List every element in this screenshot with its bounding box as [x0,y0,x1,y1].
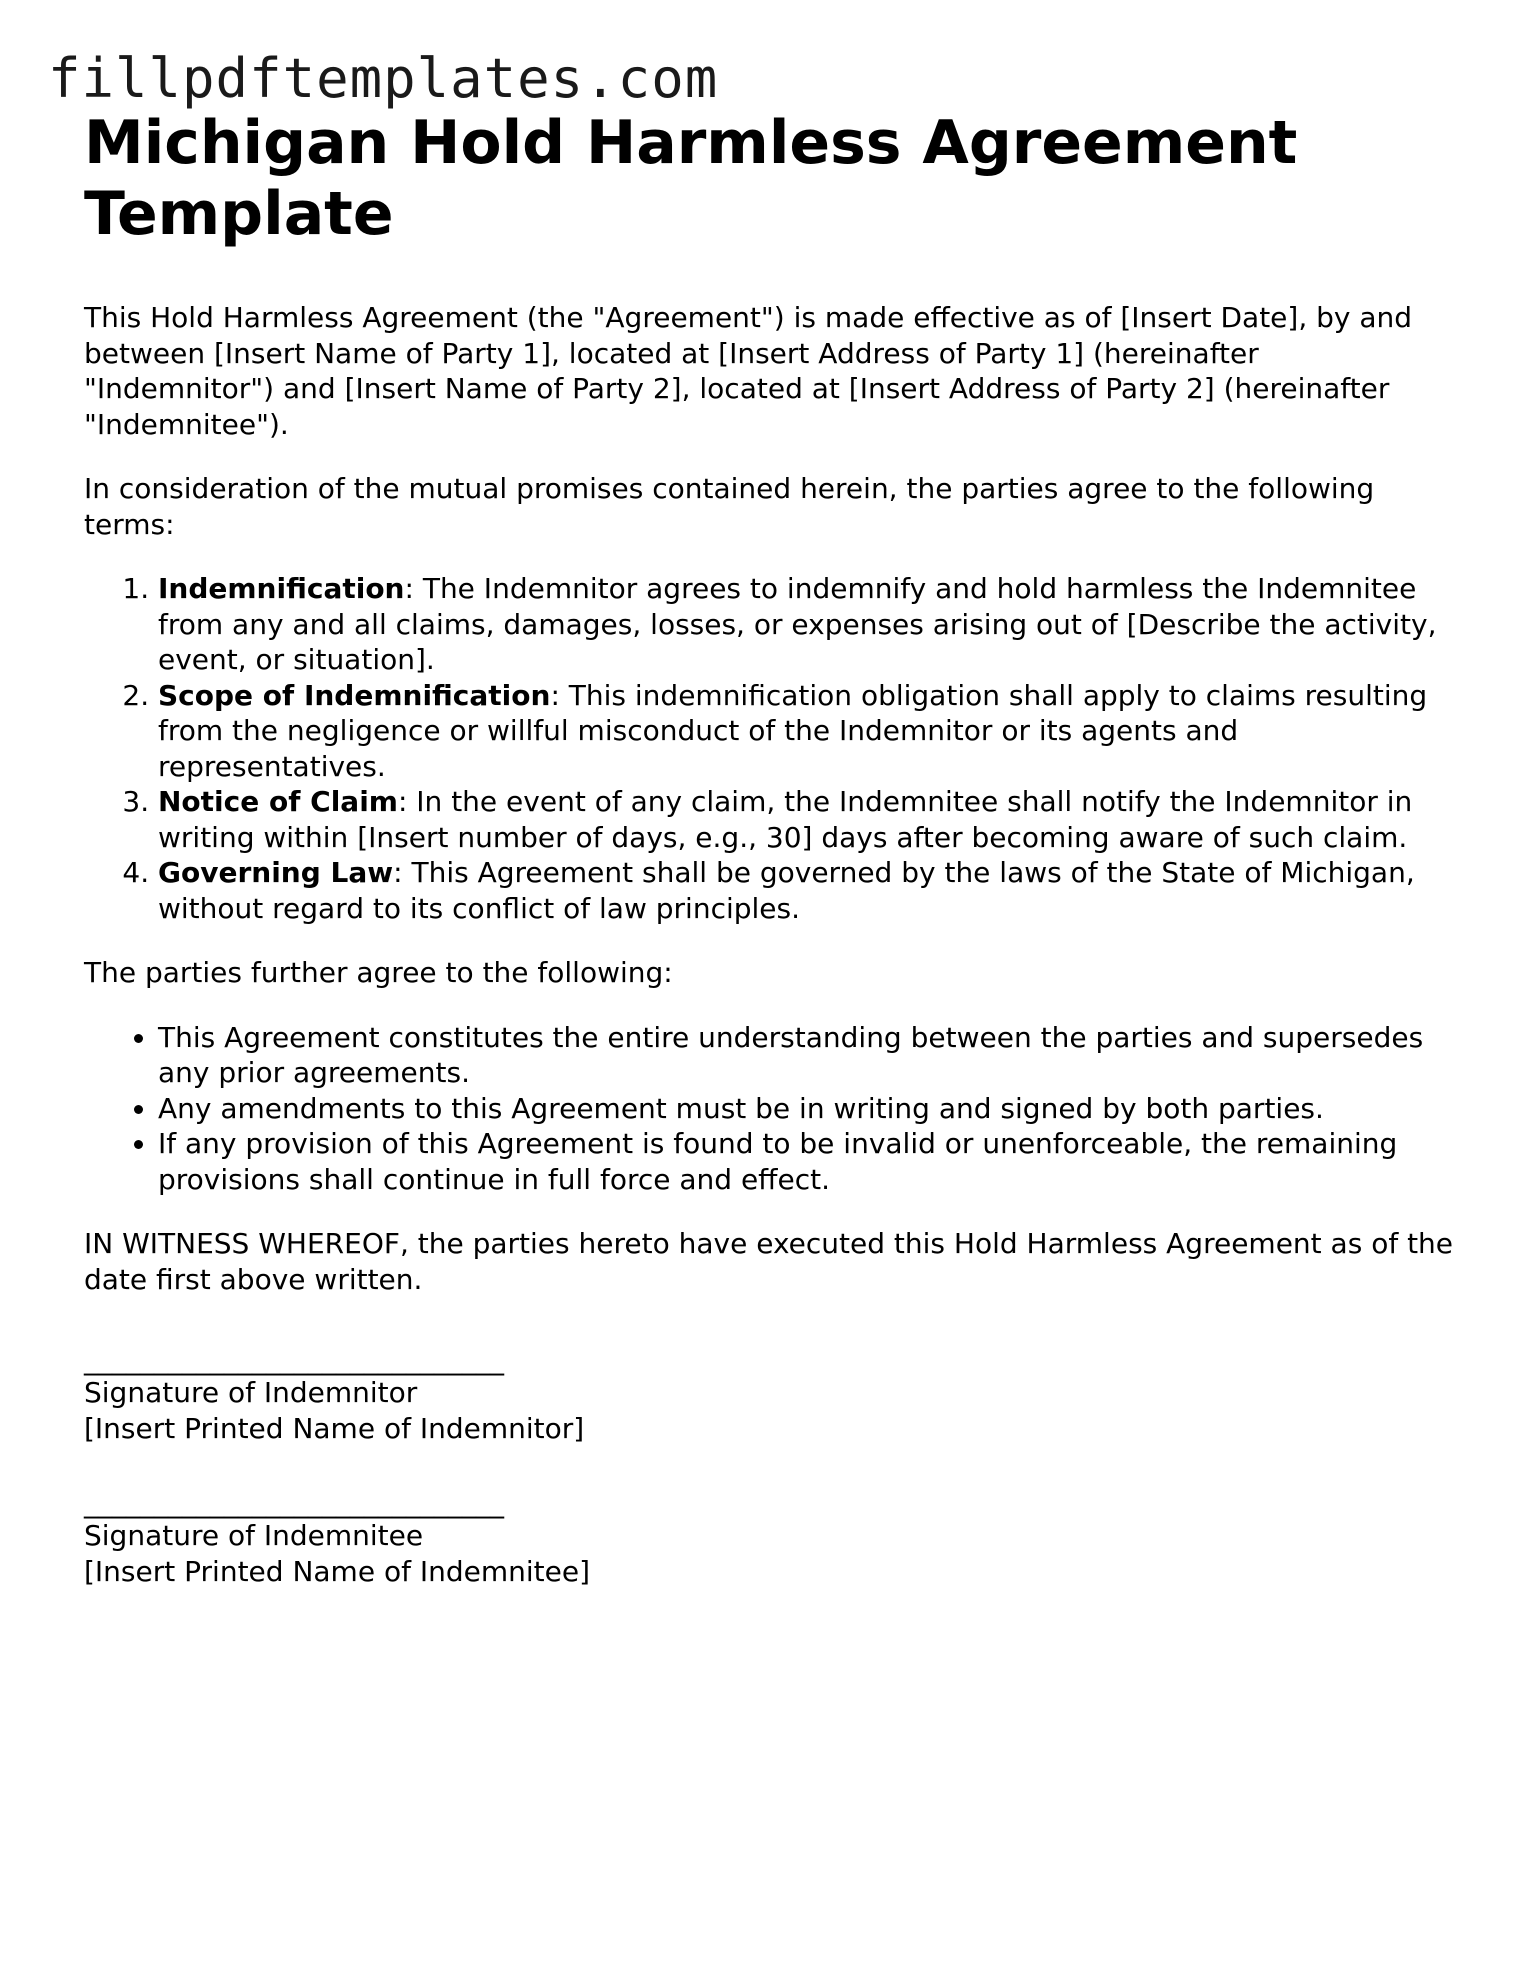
term-item [158,855,1454,926]
signature-label: Signature of Indemnitor [84,1376,418,1409]
term-item [158,784,1454,855]
document-body [84,108,1454,1589]
term-text: : This indemnification obligation shall apply to claims resulting from the negligence or willful misconduct of the Indemnitor or its agents and representatives. [158,678,1428,783]
consideration-paragraph: In consideration of the mutual promises contained herein, the parties agree to the following terms: [84,472,1375,541]
term-text: : The Indemnitor agrees to indemnify and hold harmless the Indemnitee from any and all claims, damages, losses, or expenses arising out of [Describe the activity, event, or situation]. [158,572,1437,676]
signature-line: ______________________________ [84,1343,504,1376]
provision-item: • If any provision of this Agreement is found to be invalid or unenforceable, the remaining provisions shall continue in full force and effect. [158,1126,1454,1197]
printed-name-placeholder: [Insert Printed Name of Indemnitee] [84,1554,590,1588]
witness-paragraph: IN WITNESS WHEREOF, the parties hereto have executed this Hold Harmless Agreement as of the date first above written. [84,1227,1454,1296]
term-heading: Governing Law [158,856,394,889]
printed-name-placeholder: [Insert Printed Name of Indemnitor] [84,1411,585,1445]
further-agree-paragraph: The parties further agree to the following: [84,956,673,989]
term-text: : In the event of any claim, the Indemnitee shall notify the Indemnitor in writing within [Insert number of days, e.g., 30] days after becoming aware of such claim. [158,785,1413,854]
document-title: Michigan Hold Harmless Agreement Template [84,108,1298,249]
term-heading: Indemnification [158,572,405,605]
indemnitee-signature-block [84,1488,1454,1589]
term-item [158,678,1454,785]
watermark-text: fillpdftemplates.com [48,47,719,110]
term-item [158,571,1454,678]
term-heading: Notice of Claim [158,785,398,818]
term-heading: Scope of Indemnification [158,678,551,712]
indemnitor-signature-block [84,1345,1454,1446]
terms-list [84,571,1454,926]
provision-item: • This Agreement constitutes the entire understanding between the parties and supersedes any prior agreements. [158,1020,1454,1091]
term-text: : This Agreement shall be governed by the laws of the State of Michigan, without regard to its conflict of law principles. [158,856,1415,925]
signature-label: Signature of Indemnitee [84,1519,424,1552]
signature-line: ______________________________ [84,1486,504,1519]
provision-item: • Any amendments to this Agreement must be in writing and signed by both parties. [158,1091,1454,1127]
provisions-list [84,1020,1454,1198]
intro-paragraph: This Hold Harmless Agreement (the "Agreement") is made effective as of [Insert Date], by and between [Insert Name of Party 1], located at [Insert Address of Party 1] (hereinafter "Indemnitor") and [Insert Name of Party 2], located at [Insert Address of Party 2] (hereinafter "Indemnitee"). [84,301,1413,441]
